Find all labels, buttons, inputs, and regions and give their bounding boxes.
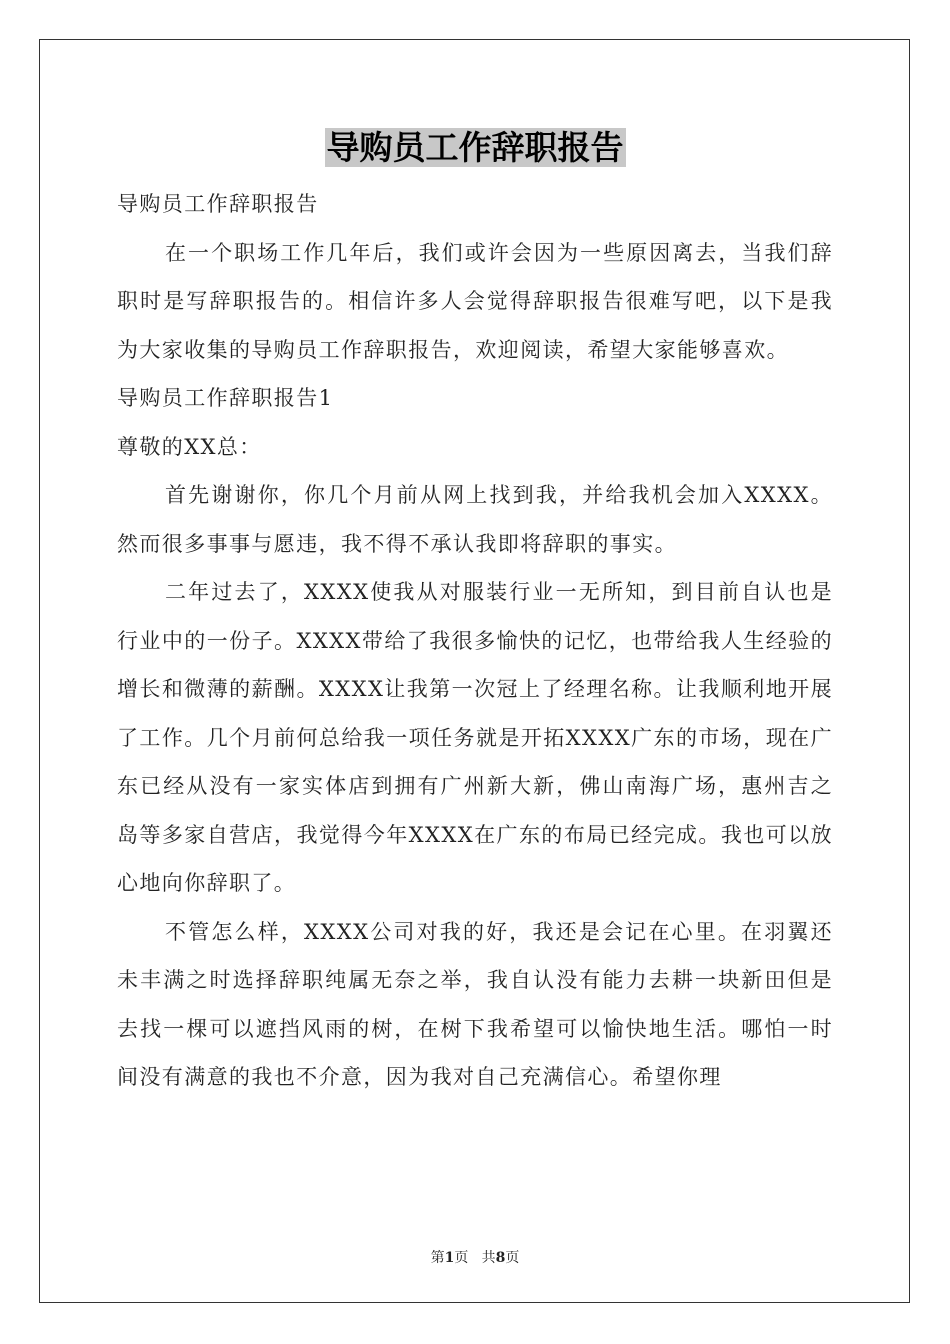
paragraph-body-2: 二年过去了，XXXX使我从对服装行业一无所知，到目前自认也是行业中的一份子。XXXX带给了我很多愉快的记忆，也带给我人生经验的增长和微薄的薪酬。XXXX让我第一次冠上了经理名称。让我顺利地开展了工作。几个月前何总给我一项任务就是开拓XXXX广东的市场，现在广东已经从没有一家实体店到拥有广州新大新，佛山南海广场，惠州吉之岛等多家自营店，我觉得今年XXXX在广东的布局已经完成。我也可以放心地向你辞职了。 bbox=[117, 580, 833, 895]
paragraph-body-1: 首先谢谢你，你几个月前从网上找到我，并给我机会加入XXXX。然而很多事事与愿违，我不得不承认我即将辞职的事实。 bbox=[117, 483, 833, 556]
footer-total-pages: 8 bbox=[495, 1250, 506, 1266]
footer-page-number: 1 bbox=[444, 1250, 455, 1266]
paragraph-subtitle: 导购员工作辞职报告 bbox=[117, 192, 319, 216]
paragraph-salutation: 尊敬的XX总： bbox=[117, 434, 262, 459]
page-footer bbox=[0, 1247, 950, 1267]
footer-page-suffix: 页 bbox=[454, 1250, 469, 1266]
footer-prefix: 第 bbox=[430, 1250, 445, 1266]
document-title bbox=[0, 126, 950, 170]
document-title-text: 导购员工作辞职报告 bbox=[326, 128, 624, 167]
paragraph-heading-1: 导购员工作辞职报告1 bbox=[117, 386, 334, 410]
document-body bbox=[117, 180, 833, 1102]
footer-total-suffix: 页 bbox=[505, 1250, 520, 1266]
paragraph-body-3: 不管怎么样，XXXX公司对我的好，我还是会记在心里。在羽翼还未丰满之时选择辞职纯属无奈之举，我自认没有能力去耕一块新田但是去找一棵可以遮挡风雨的树，在树下我希望可以愉快地生活。哪怕一时间没有满意的我也不介意，因为我对自己充满信心。希望你理 bbox=[117, 919, 833, 1089]
paragraph-intro: 在一个职场工作几年后，我们或许会因为一些原因离去，当我们辞职时是写辞职报告的。相信许多人会觉得辞职报告很难写吧，以下是我为大家收集的导购员工作辞职报告，欢迎阅读，希望大家能够喜欢。 bbox=[117, 240, 833, 362]
footer-total-prefix: 共 bbox=[481, 1250, 496, 1266]
